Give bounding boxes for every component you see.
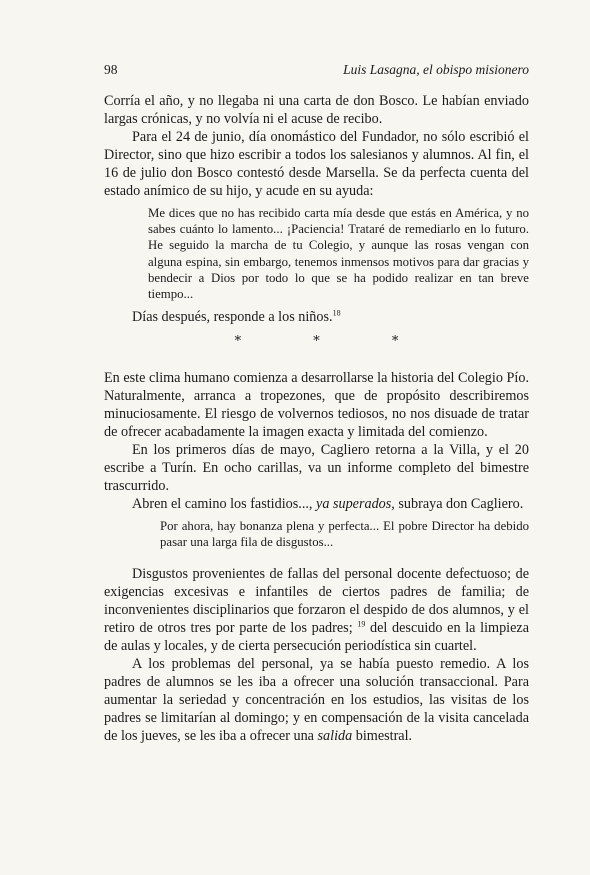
footnote-ref-18: 18 <box>332 308 341 318</box>
quote-cagliero: Por ahora, hay bonanza plena y perfecta... El pobre Director ha debido pasar una larga fila de disgustos... <box>160 519 529 550</box>
running-title: Luis Lasagna, el obispo misionero <box>343 62 529 77</box>
paragraph-8 <box>104 655 529 745</box>
paragraph-7-a: Disgustos provenientes de fallas del personal docente defectuoso; de exigencias excesivas e infantiles de ciertos padres de familia; de inconvenientes disciplinarios que forzaron el despido de dos alumnos, y el retiro de otros tres por parte de los padres; <box>104 565 529 636</box>
paragraph-2: Para el 24 de junio, día onomástico del Fundador, no sólo escribió el Director, sino que hizo escribir a todos los salesianos y alumnos. Al fin, el 16 de julio don Bosco contestó desde Marsella. Se da perfecta cuenta del estado anímico de su hijo, y acude en su ayuda: <box>104 129 529 199</box>
footnote-ref-19: 19 <box>357 618 366 628</box>
paragraph-8-a: A los problemas del personal, ya se había puesto remedio. A los padres de alumnos se les iba a ofrecer una solución transaccional. Para aumentar la seriedad y concentración en los estudios, las visitas de los padres se limitarían al domingo; y en compensación de la visita cancelada de los jueves, se les iba a ofrecer una <box>104 655 529 744</box>
paragraph-4: En este clima humano comienza a desarrollarse la historia del Colegio Pío. Naturalmente, arranca a tropezones, que de propósito describiremos minuciosamente. El riesgo de volvernos tediosos, no nos disuade de tratar de ofrecer acabadamente la imagen exacta y limitada del comienzo. <box>104 370 529 441</box>
paragraph-3 <box>104 308 529 326</box>
paragraph-6-emphasis: ya superados, <box>316 496 395 513</box>
paragraph-1: Corría el año, y no llegaba ni una carta de don Bosco. Le habían enviado largas crónicas, y no volvía ni el acuse de recibo. <box>104 93 529 127</box>
paragraph-6 <box>104 495 529 513</box>
book-page <box>104 62 529 745</box>
paragraph-6-a: Abren el camino los fastidios..., <box>132 496 313 513</box>
paragraph-5: En los primeros días de mayo, Cagliero retorna a la Villa, y el 20 escribe a Turín. En ocho carillas, va un informe completo del bimestre trascurrido. <box>104 442 529 495</box>
paragraph-8-emphasis: salida <box>317 727 353 744</box>
paragraph-7-b: del descuido en la limpieza de aulas y locales, y de cierta persecución periodística sin cuartel. <box>104 619 529 654</box>
section-separator: * * * <box>234 334 433 350</box>
quote-don-bosco: Me dices que no has recibido carta mía desde que estás en América, y no sabes cuánto lo lamento... ¡Paciencia! Trataré de remediarlo en lo futuro. He seguido la marcha de tu Colegio, y aunque las rosas vengan con alguna espina, sin embargo, tenemos inmensos motivos para dar gracias y bendecir a Dios por todo lo que se ha podido realizar en tan breve tiempo... <box>148 206 529 302</box>
paragraph-7 <box>104 565 529 655</box>
spacer <box>104 557 529 565</box>
paragraph-6-b: subraya don Cagliero. <box>398 496 524 513</box>
page-header <box>104 62 529 78</box>
paragraph-3-text: Días después, responde a los niños. <box>132 309 333 326</box>
page-number: 98 <box>104 62 118 77</box>
paragraph-8-b: bimestral. <box>355 727 413 744</box>
